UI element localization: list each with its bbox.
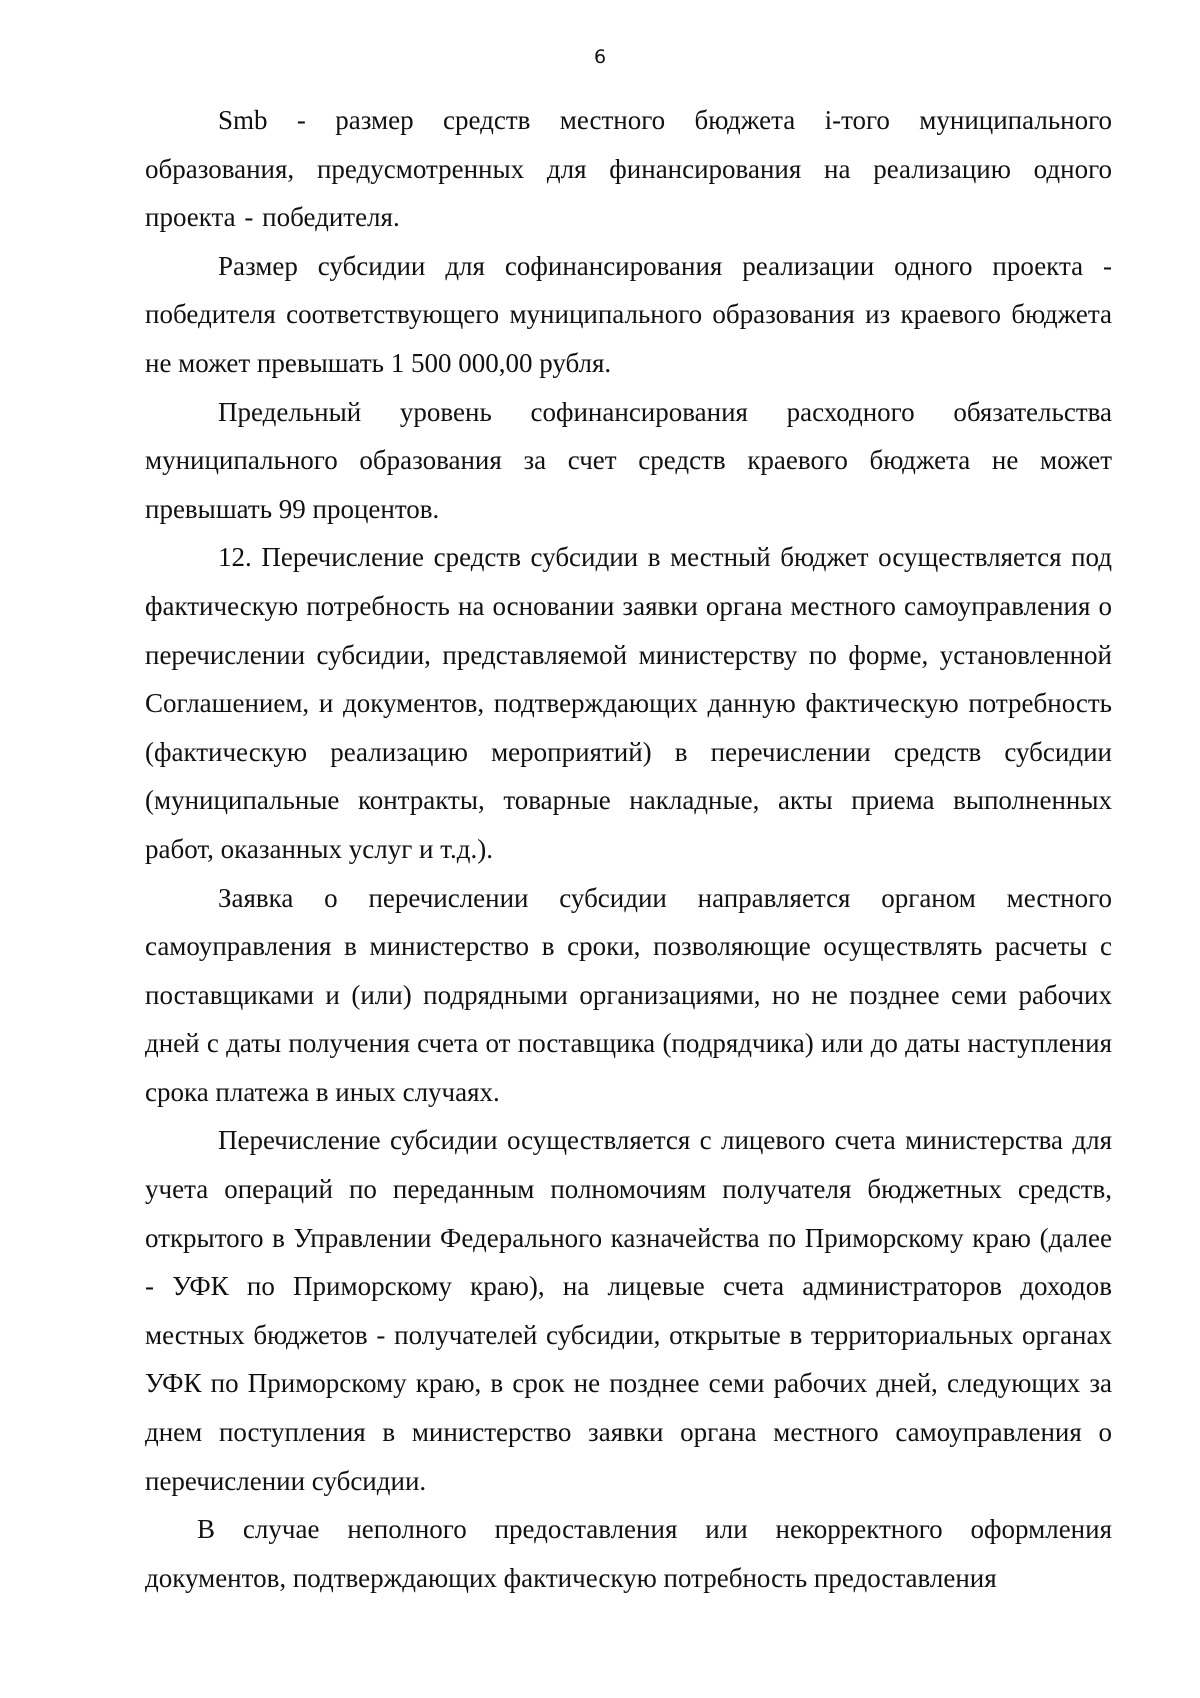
paragraph-smb-definition: Smb - размер средств местного бюджета i-того муниципального образования, предусмотренных для финансирования на реализацию одного проекта - победителя.	[145, 105, 1112, 233]
page-number: 6	[593, 46, 607, 68]
paragraph-transfer-account: Перечисление субсидии осуществляется с лицевого счета министерства для учета операций по переданным полномочиям получателя бюджетных средств, открытого в Управлении Федерального казначейства по Приморскому краю (далее - УФК по Приморскому краю), на лицевые счета администраторов доходов местных бюджетов - получателей субсидии, открытые в территориальных органах УФК по Приморскому краю, в срок не позднее семи рабочих дней, следующих за днем поступления в министерство заявки органа местного самоуправления о перечислении субсидии.	[145, 1125, 1112, 1496]
paragraph-subsidy-size: Размер субсидии для софинансирования реализации одного проекта - победителя соответствующего муниципального образования из краевого бюджета не может превышать 1 500 000,00 рубля.	[145, 250, 1112, 378]
paragraph-12-transfer: 12. Перечисление средств субсидии в местный бюджет осуществляется под фактическую потребность на основании заявки органа местного самоуправления о перечислении субсидии, представляемой министерству по форме, установленной Соглашением, и документов, подтверждающих данную фактическую потребность (фактическую реализацию мероприятий) в перечислении средств субсидии (муниципальные контракты, товарные накладные, акты приема выполненных работ, оказанных услуг и т.д.).	[145, 542, 1112, 864]
paragraph-incomplete-documents: В случае неполного предоставления или некорректного оформления документов, подтверждающих фактическую потребность предоставления	[145, 1514, 1112, 1593]
paragraph-application: Заявка о перечислении субсидии направляется органом местного самоуправления в министерство в сроки, позволяющие осуществлять расчеты с поставщиками и (или) подрядными организациями, но не позднее семи рабочих дней с даты получения счета от поставщика (подрядчика) или до даты наступления срока платежа в иных случаях.	[145, 882, 1112, 1107]
document-body	[145, 96, 1112, 1602]
paragraph-cofinancing-limit: Предельный уровень софинансирования расходного обязательства муниципального образования за счет средств краевого бюджета не может превышать 99 процентов.	[145, 396, 1112, 524]
